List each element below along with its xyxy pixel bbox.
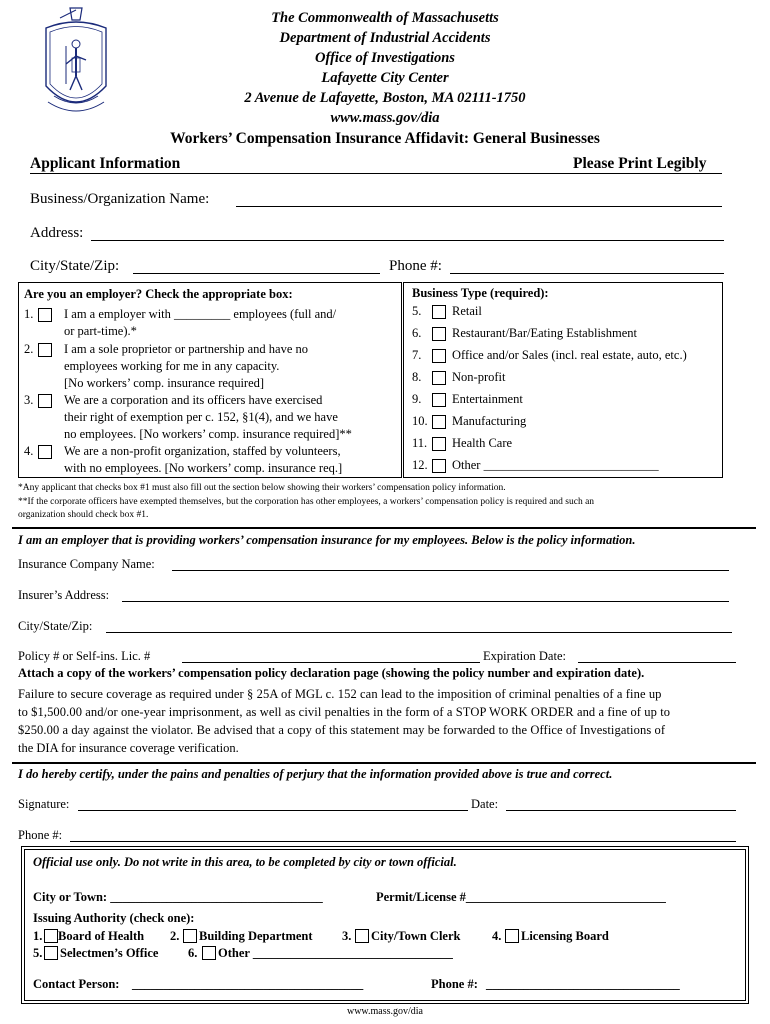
issuing-4-num: 4. [492, 929, 502, 943]
official-use-heading: Official use only. Do not write in this area, to be completed by city or town official. [33, 855, 457, 869]
certify-section-rule [12, 762, 756, 764]
issuing-4-checkbox[interactable] [505, 929, 519, 943]
business-name-label: Business/Organization Name: [30, 191, 210, 207]
issuing-1-checkbox[interactable] [44, 929, 58, 943]
business-type-heading: Business Type (required): [412, 286, 549, 300]
phone-label: Phone #: [389, 258, 442, 274]
employer-option-3-checkbox[interactable] [38, 394, 52, 408]
contact-person-label: Contact Person: [33, 977, 120, 991]
penalty-text-line-3: $250.00 a day against the violator. Be advised that a copy of this statement may be forwarded to the Office of Investigations of [18, 723, 666, 737]
business-type-7-checkbox[interactable] [432, 349, 446, 363]
phone-field[interactable] [450, 273, 724, 274]
employer-option-3-text-cont: their right of exemption per c. 152, §1(4), and we have [64, 410, 338, 424]
official-city-label: City or Town: __________________________________ [33, 890, 323, 904]
business-type-11-label: Health Care [452, 436, 513, 450]
employer-question: Are you an employer? Check the appropriate box: [24, 287, 293, 301]
official-phone-label: Phone #: [431, 977, 478, 991]
business-type-8-label: Non-profit [452, 370, 506, 384]
employer-option-1-text: I am a employer with _________ employees (full and/ [64, 307, 337, 321]
issuing-3-checkbox[interactable] [355, 929, 369, 943]
business-type-10-checkbox[interactable] [432, 415, 446, 429]
business-type-8-checkbox[interactable] [432, 371, 446, 385]
header-address: 2 Avenue de Lafayette, Boston, MA 02111-1750 [244, 90, 526, 106]
issuing-1-label: Board of Health [58, 929, 145, 943]
issuing-2-num: 2. [170, 929, 180, 943]
expiration-date-field[interactable] [578, 662, 736, 663]
business-type-12-label: Other ____________________________ [452, 458, 659, 472]
form-title: Workers’ Compensation Insurance Affidavit: General Businesses [170, 130, 600, 147]
employer-option-3-note: no employees. [No workers’ comp. insurance required]** [64, 427, 352, 441]
business-type-12-checkbox[interactable] [432, 459, 446, 473]
employer-option-4-num: 4. [24, 444, 34, 458]
policy-number-field[interactable] [182, 662, 480, 663]
policy-heading: I am an employer that is providing workers’ compensation insurance for my employees. Below is the policy information. [18, 533, 636, 547]
business-type-8-num: 8. [412, 370, 422, 384]
business-type-10-label: Manufacturing [452, 414, 527, 428]
penalty-text-line-4: the DIA for insurance coverage verification. [18, 741, 239, 755]
issuing-5-label: Selectmen’s Office [60, 946, 159, 960]
business-type-7-label: Office and/or Sales (incl. real estate, auto, etc.) [452, 348, 687, 362]
business-name-field[interactable] [236, 206, 722, 207]
footnote-2: **If the corporate officers have exempted themselves, but the corporation has other employees, a workers’ compensation policy is required and such an [18, 497, 595, 507]
applicant-heading: Applicant Information [30, 155, 181, 172]
certify-phone-field[interactable] [70, 841, 736, 842]
date-label: Date: [471, 797, 499, 811]
insurer-city-label: City/State/Zip: [18, 619, 93, 633]
employer-option-1-text-cont: or part-time).* [64, 324, 137, 338]
policy-section-rule [12, 527, 756, 529]
issuing-3-label: City/Town Clerk [371, 929, 461, 943]
employer-option-3-num: 3. [24, 393, 34, 407]
employer-option-4-text: We are a non-profit organization, staffed by volunteers, [64, 444, 341, 458]
employer-option-3-text: We are a corporation and its officers have exercised [64, 393, 323, 407]
header-building: Lafayette City Center [321, 70, 449, 86]
business-type-box [403, 282, 723, 478]
penalty-text-line-1: Failure to secure coverage as required under § 25A of MGL c. 152 can lead to the imposition of criminal penalties of a fine up [18, 687, 662, 701]
expiration-date-label: Expiration Date: [483, 649, 566, 663]
address-label: Address: [30, 225, 84, 241]
header-website: www.mass.gov/dia [330, 110, 440, 126]
employer-option-2-checkbox[interactable] [38, 343, 52, 357]
business-type-11-num: 11. [412, 436, 428, 450]
issuing-authority-label: Issuing Authority (check one): [33, 911, 195, 925]
print-legibly-note: Please Print Legibly [573, 155, 707, 172]
official-permit-label: Permit/License #________________________________ [376, 890, 666, 904]
issuing-2-checkbox[interactable] [183, 929, 197, 943]
issuing-6-checkbox[interactable] [202, 946, 216, 960]
business-type-9-checkbox[interactable] [432, 393, 446, 407]
employer-option-1-checkbox[interactable] [38, 308, 52, 322]
attach-copy-note: Attach a copy of the workers’ compensation policy declaration page (showing the policy number and expiration date). [18, 666, 645, 680]
business-type-11-checkbox[interactable] [432, 437, 446, 451]
issuing-5-checkbox[interactable] [44, 946, 58, 960]
business-type-9-num: 9. [412, 392, 422, 406]
certify-phone-label: Phone #: [18, 828, 63, 842]
insurer-city-field[interactable] [106, 632, 732, 633]
employer-option-1-num: 1. [24, 307, 34, 321]
insurer-address-field[interactable] [122, 601, 729, 602]
business-type-5-num: 5. [412, 304, 422, 318]
contact-person-field[interactable]: _____________________________________ [132, 977, 364, 991]
signature-field[interactable] [78, 810, 468, 811]
business-type-9-label: Entertainment [452, 392, 523, 406]
city-state-zip-field[interactable] [133, 273, 380, 274]
employer-option-2-text: I am a sole proprietor or partnership and have no [64, 342, 309, 356]
issuing-3-num: 3. [342, 929, 352, 943]
business-type-6-checkbox[interactable] [432, 327, 446, 341]
issuing-6-label: Other ________________________________ [218, 946, 453, 960]
official-phone-field[interactable]: _______________________________ [486, 977, 680, 991]
employer-option-2-note: [No workers’ comp. insurance required] [64, 376, 265, 390]
business-type-6-label: Restaurant/Bar/Eating Establishment [452, 326, 638, 340]
insurer-address-label: Insurer’s Address: [18, 588, 110, 602]
footnote-1: *Any applicant that checks box #1 must also fill out the section below showing their workers’ compensation policy information. [18, 483, 506, 493]
certify-statement: I do hereby certify, under the pains and penalties of perjury that the information provided above is true and correct. [18, 767, 613, 781]
applicant-heading-rule [30, 173, 722, 174]
issuing-5-num: 5. [33, 946, 43, 960]
insurance-company-label: Insurance Company Name: [18, 557, 155, 571]
employer-option-4-text-cont: with no employees. [No workers’ comp. insurance req.] [64, 461, 343, 475]
business-type-7-num: 7. [412, 348, 422, 362]
signature-label: Signature: [18, 797, 70, 811]
employer-option-2-text-cont: employees working for me in any capacity. [64, 359, 280, 373]
employer-option-4-checkbox[interactable] [38, 445, 52, 459]
business-type-12-num: 12. [412, 458, 428, 472]
insurance-company-field[interactable] [172, 570, 729, 571]
issuing-2-label: Building Department [199, 929, 313, 943]
footnote-2-cont: organization should check box #1. [18, 510, 149, 520]
city-state-zip-label: City/State/Zip: [30, 258, 120, 274]
issuing-6-num: 6. [188, 946, 198, 960]
date-field[interactable] [506, 810, 736, 811]
footer-url: www.mass.gov/dia [346, 1006, 423, 1017]
issuing-4-label: Licensing Board [521, 929, 609, 943]
business-type-6-num: 6. [412, 326, 422, 340]
business-type-5-label: Retail [452, 304, 482, 318]
issuing-1-num: 1. [33, 929, 43, 943]
business-type-10-num: 10. [412, 414, 428, 428]
header-department: Department of Industrial Accidents [279, 30, 491, 46]
employer-option-2-num: 2. [24, 342, 34, 356]
business-type-5-checkbox[interactable] [432, 305, 446, 319]
penalty-text-line-2: to $1,500.00 and/or one-year imprisonment, as well as civil penalties in the form of a STOP WORK ORDER and a fine of up to [18, 705, 671, 719]
header-office: Office of Investigations [315, 50, 455, 66]
address-field[interactable] [91, 240, 724, 241]
policy-number-label: Policy # or Self-ins. Lic. # [18, 649, 151, 663]
header-commonwealth: The Commonwealth of Massachusetts [271, 10, 499, 26]
